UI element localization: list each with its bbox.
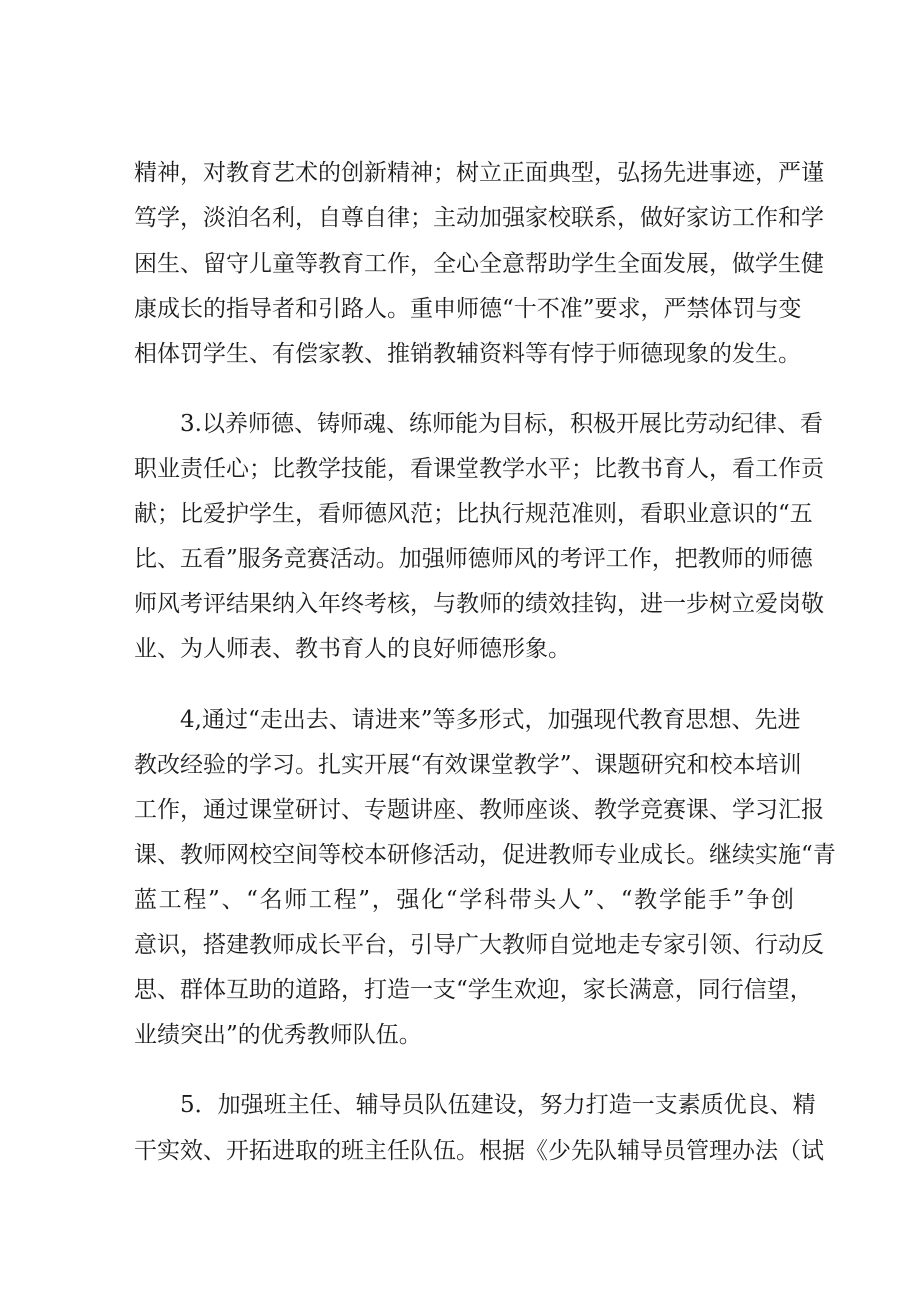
paragraph-line: 4,通过“走出去、请进来”等多形式，加强现代教育思想、先进 [180,707,801,733]
paragraph-line: 教改经验的学习。扎实开展“有效课堂教学”、课题研究和校本培训 [134,752,802,778]
paragraph-line: 相体罚学生、有偿家教、推销教辅资料等有悖于师德现象的发生。 [134,341,801,367]
paragraph-line: 业绩突出”的优秀教师队伍。 [134,1022,422,1048]
paragraph-line: 工作，通过课堂研讨、专题讲座、教师座谈、教学竞赛课、学习汇报 [134,797,824,823]
paragraph-line: 比、五看”服务竞赛活动。加强师德师风的考评工作，把教师的师德 [134,546,813,572]
paragraph-line: 精神，对教育艺术的创新精神；树立正面典型，弘扬先进事迹，严谨 [134,160,824,186]
paragraph-line: 蓝工程”、“名师工程”，强化“学科带头人”、“教学能手”争创 [134,887,794,913]
paragraph-line: 康成长的指导者和引路人。重申师德“十不准”要求，严禁体罚与变 [134,296,802,322]
paragraph-line: 意识，搭建教师成长平台，引导广大教师自觉地走专家引领、行动反 [134,932,824,958]
paragraph-line: 3.以养师德、铸师魂、练师能为目标，积极开展比劳动纪律、看 [180,411,823,437]
paragraph-line: 5．加强班主任、辅导员队伍建设，努力打造一支素质优良、精 [180,1092,816,1118]
paragraph-line: 干实效、开拓进取的班主任队伍。根据《少先队辅导员管理办法（试 [134,1138,824,1164]
paragraph-line: 课、教师网校空间等校本研修活动，促进教师专业成长。继续实施“青 [134,842,836,868]
paragraph-line: 笃学，淡泊名利，自尊自律；主动加强家校联系，做好家访工作和学 [134,205,824,231]
paragraph-line: 职业责任心；比教学技能，看课堂教学水平；比教书育人，看工作贡 [134,456,824,482]
paragraph-line: 业、为人师表、教书育人的良好师德形象。 [134,636,571,662]
paragraph-line: 困生、留守儿童等教育工作，全心全意帮助学生全面发展，做学生健 [134,251,824,277]
paragraph-line: 献；比爱护学生，看师德风范；比执行规范准则，看职业意识的“五 [134,501,813,527]
paragraph-line: 师风考评结果纳入年终考核，与教师的绩效挂钩，进一步树立爱岗敬 [134,591,824,617]
paragraph-line: 思、群体互助的道路，打造一支“学生欢迎，家长满意，同行信望， [134,977,813,1003]
